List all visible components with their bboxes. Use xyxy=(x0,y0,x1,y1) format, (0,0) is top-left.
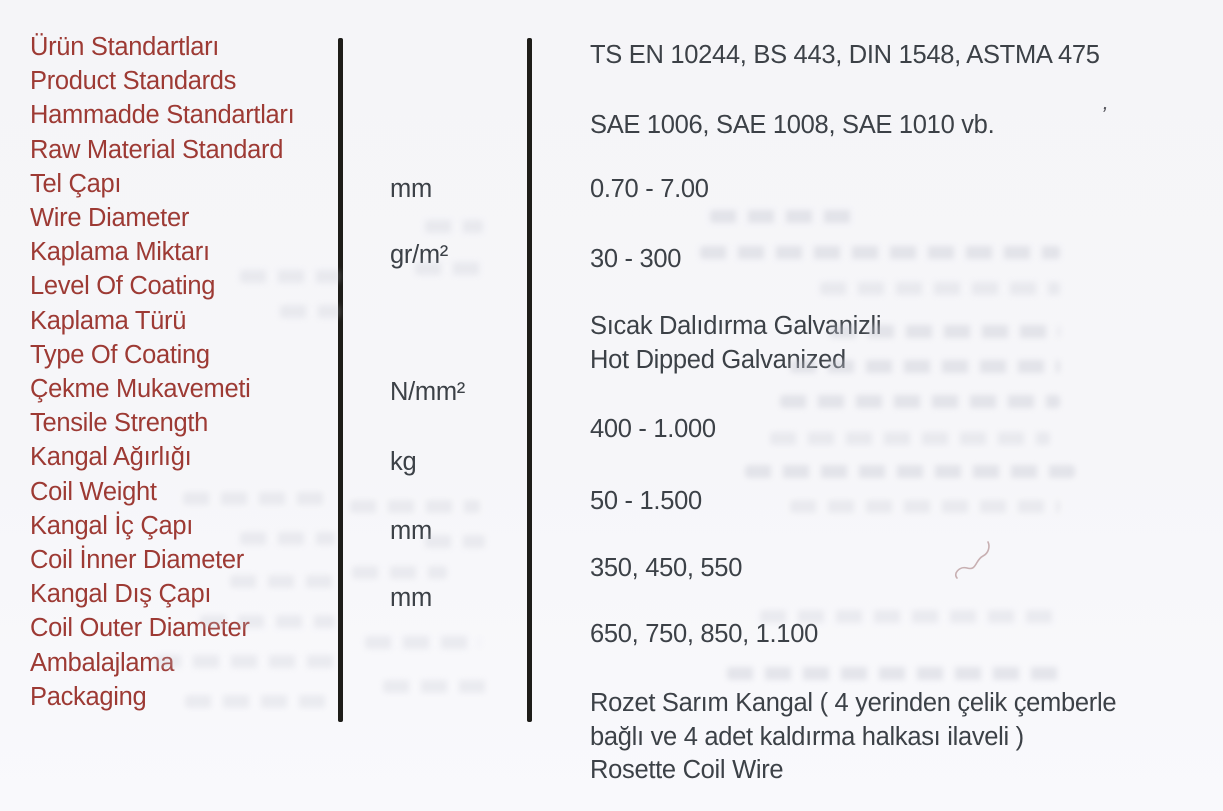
bleed-through-text xyxy=(383,680,495,693)
bleed-through-text xyxy=(365,636,480,649)
value-tensile-strength: 400 - 1.000 xyxy=(590,415,716,443)
unit-coil-inner-diameter: mm xyxy=(390,517,432,545)
unit-coil-outer-diameter: mm xyxy=(390,584,432,612)
value-packaging-line-1: Rozet Sarım Kangal ( 4 yerinden çelik çemberle xyxy=(590,689,1117,717)
value-packaging-line-2: bağlı ve 4 adet kaldırma halkası ilaveli ) xyxy=(590,722,1024,751)
scan-artifact-fiber xyxy=(945,530,1005,590)
label-tr-coil-outer-diameter: Kangal Dış Çapı xyxy=(30,580,212,609)
value-level-of-coating: 30 - 300 xyxy=(590,245,682,273)
value-type-of-coating xyxy=(590,310,881,377)
bleed-through-text xyxy=(820,282,1060,295)
bleed-through-text xyxy=(790,500,1060,513)
divider-rule-right xyxy=(527,38,532,722)
unit-tensile-strength: N/mm² xyxy=(390,378,465,406)
label-en-coil-inner-diameter: Coil İnner Diameter xyxy=(30,546,244,575)
bleed-through-text xyxy=(425,535,485,548)
value-packaging xyxy=(590,687,1116,788)
unit-level-of-coating: gr/m² xyxy=(390,241,448,269)
bleed-through-text xyxy=(425,220,483,233)
label-tr-coil-inner-diameter: Kangal İç Çapı xyxy=(30,511,194,540)
label-en-wire-diameter: Wire Diameter xyxy=(30,204,190,233)
bleed-through-text xyxy=(710,210,860,223)
value-packaging-line-3: Rosette Coil Wire xyxy=(590,756,784,784)
label-tr-coil-weight: Kangal Ağırlığı xyxy=(30,443,192,472)
value-product-standards: TS EN 10244, BS 443, DIN 1548, ASTMA 475 xyxy=(590,41,1100,69)
label-en-raw-material-standard: Raw Material Standard xyxy=(30,135,284,164)
label-en-coil-weight: Coil Weight xyxy=(30,477,157,506)
bleed-through-text xyxy=(727,667,1060,680)
bleed-through-text xyxy=(700,246,1060,259)
value-wire-diameter: 0.70 - 7.00 xyxy=(590,175,709,203)
bleed-through-text xyxy=(350,500,480,513)
label-en-coil-outer-diameter: Coil Outer Diameter xyxy=(30,614,250,643)
value-coil-outer-diameter: 650, 750, 850, 1.100 xyxy=(590,620,818,648)
bleed-through-text xyxy=(770,432,1050,445)
label-tr-product-standards: Ürün Standartları xyxy=(30,33,220,61)
value-type-of-coating-line-tr: Sıcak Dalıdırma Galvanizli xyxy=(590,312,882,340)
unit-wire-diameter: mm xyxy=(390,175,432,203)
stray-ink-mark: ’ xyxy=(1098,101,1109,128)
label-en-type-of-coating: Type Of Coating xyxy=(30,340,210,369)
label-en-product-standards: Product Standards xyxy=(30,67,237,96)
labels-column xyxy=(30,30,294,714)
label-tr-tensile-strength: Çekme Mukavemeti xyxy=(30,375,251,404)
label-en-level-of-coating: Level Of Coating xyxy=(30,272,216,301)
label-en-tensile-strength: Tensile Strength xyxy=(30,409,209,438)
value-raw-material-standard: SAE 1006, SAE 1008, SAE 1010 vb. xyxy=(590,111,995,139)
unit-coil-weight: kg xyxy=(390,448,417,476)
label-tr-type-of-coating: Kaplama Türü xyxy=(30,306,187,335)
label-en-packaging: Packaging xyxy=(30,682,147,711)
value-type-of-coating-line-en: Hot Dipped Galvanized xyxy=(590,345,846,374)
bleed-through-text xyxy=(780,395,1060,408)
label-tr-packaging: Ambalajlama xyxy=(30,648,175,677)
label-tr-raw-material-standard: Hammadde Standartları xyxy=(30,101,295,130)
label-tr-wire-diameter: Tel Çapı xyxy=(30,169,122,198)
divider-rule-left xyxy=(338,38,343,722)
bleed-through-text xyxy=(745,465,1075,478)
value-coil-inner-diameter: 350, 450, 550 xyxy=(590,554,743,582)
label-tr-level-of-coating: Kaplama Miktarı xyxy=(30,238,210,267)
bleed-through-text xyxy=(352,566,447,579)
value-coil-weight: 50 - 1.500 xyxy=(590,487,702,515)
